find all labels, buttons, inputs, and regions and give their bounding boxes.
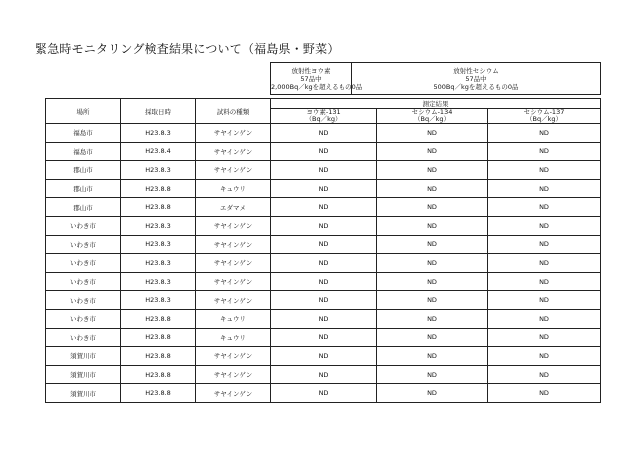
cell-place: 須賀川市 — [46, 384, 121, 403]
cell-i131: ND — [271, 179, 377, 198]
table-row — [46, 161, 601, 180]
cell-place: 須賀川市 — [46, 347, 121, 366]
summary-iodine-line1: 放射性ヨウ素 — [291, 66, 331, 75]
cell-cs134: ND — [377, 216, 488, 235]
cell-place: いわき市 — [46, 216, 121, 235]
cell-cs137: ND — [488, 272, 601, 291]
cell-cs137: ND — [488, 179, 601, 198]
cell-place: 郡山市 — [46, 161, 121, 180]
cell-i131: ND — [271, 254, 377, 273]
cell-item: キュウリ — [196, 179, 271, 198]
cell-i131: ND — [271, 328, 377, 347]
cell-i131: ND — [271, 347, 377, 366]
cell-date: H23.8.8 — [121, 179, 196, 198]
cell-cs134: ND — [377, 235, 488, 254]
cell-cs137: ND — [488, 384, 601, 403]
cell-date: H23.8.8 — [121, 309, 196, 328]
cell-date: H23.8.3 — [121, 216, 196, 235]
cell-date: H23.8.8 — [121, 365, 196, 384]
table-row — [46, 142, 601, 161]
cell-cs134: ND — [377, 179, 488, 198]
cell-cs137: ND — [488, 291, 601, 310]
cell-cs134: ND — [377, 384, 488, 403]
cell-i131: ND — [271, 161, 377, 180]
header-cs137-label: セシウム-137 — [523, 108, 565, 116]
table-row — [46, 328, 601, 347]
cell-date: H23.8.3 — [121, 161, 196, 180]
cell-place: いわき市 — [46, 309, 121, 328]
cell-place: いわき市 — [46, 272, 121, 291]
cell-cs137: ND — [488, 124, 601, 143]
cell-date: H23.8.3 — [121, 291, 196, 310]
cell-cs137: ND — [488, 309, 601, 328]
summary-cesium-line1: 放射性セシウム — [453, 66, 499, 75]
header-cs134-unit: （Bq／kg） — [414, 115, 450, 123]
cell-cs134: ND — [377, 198, 488, 217]
header-cs134-label: セシウム-134 — [411, 108, 453, 116]
header-i131 — [271, 109, 377, 124]
cell-date: H23.8.8 — [121, 347, 196, 366]
cell-place: 福島市 — [46, 142, 121, 161]
cell-i131: ND — [271, 291, 377, 310]
cell-item: サヤインゲン — [196, 142, 271, 161]
header-i131-unit: （Bq／kg） — [305, 115, 342, 123]
cell-i131: ND — [271, 198, 377, 217]
cell-item: キュウリ — [196, 309, 271, 328]
header-result: 測定結果 — [271, 99, 601, 109]
table-row — [46, 365, 601, 384]
cell-item: サヤインゲン — [196, 347, 271, 366]
cell-cs134: ND — [377, 272, 488, 291]
cell-cs137: ND — [488, 254, 601, 273]
cell-item: サヤインゲン — [196, 384, 271, 403]
cell-cs134: ND — [377, 142, 488, 161]
cell-place: 福島市 — [46, 124, 121, 143]
summary-iodine-line3: 2,000Bq／kgを超えるもの0品 — [271, 82, 363, 91]
cell-cs137: ND — [488, 328, 601, 347]
cell-cs134: ND — [377, 124, 488, 143]
cell-cs137: ND — [488, 198, 601, 217]
summary-cesium-cell — [352, 63, 601, 95]
header-place: 場所 — [46, 99, 121, 124]
cell-i131: ND — [271, 365, 377, 384]
cell-place: 須賀川市 — [46, 365, 121, 384]
header-cs137-unit: （Bq／kg） — [526, 115, 562, 123]
table-row — [46, 291, 601, 310]
table-row — [46, 309, 601, 328]
table-row — [46, 384, 601, 403]
cell-i131: ND — [271, 216, 377, 235]
summary-cesium-line3: 500Bq／kgを超えるもの0品 — [433, 82, 519, 91]
cell-date: H23.8.3 — [121, 254, 196, 273]
summary-iodine-line2: 57品中 — [300, 74, 322, 83]
summary-table — [270, 62, 601, 95]
cell-place: いわき市 — [46, 254, 121, 273]
table-row — [46, 272, 601, 291]
cell-item: サヤインゲン — [196, 124, 271, 143]
table-row — [46, 254, 601, 273]
cell-cs137: ND — [488, 365, 601, 384]
cell-place: 郡山市 — [46, 179, 121, 198]
cell-cs134: ND — [377, 161, 488, 180]
cell-cs134: ND — [377, 347, 488, 366]
cell-place: いわき市 — [46, 328, 121, 347]
cell-place: いわき市 — [46, 291, 121, 310]
header-i131-label: ヨウ素-131 — [306, 108, 341, 116]
cell-date: H23.8.4 — [121, 142, 196, 161]
cell-place: いわき市 — [46, 235, 121, 254]
page-title: 緊急時モニタリング検査結果について（福島県・野菜） — [35, 42, 340, 56]
header-date: 採取日時 — [121, 99, 196, 124]
cell-cs137: ND — [488, 347, 601, 366]
cell-date: H23.8.8 — [121, 384, 196, 403]
cell-item: エダマメ — [196, 198, 271, 217]
cell-date: H23.8.8 — [121, 328, 196, 347]
table-row — [46, 198, 601, 217]
table-row — [46, 216, 601, 235]
header-cs137 — [488, 109, 601, 124]
cell-date: H23.8.3 — [121, 235, 196, 254]
header-item: 試料の種類 — [196, 99, 271, 124]
cell-i131: ND — [271, 272, 377, 291]
cell-cs137: ND — [488, 216, 601, 235]
cell-cs137: ND — [488, 235, 601, 254]
cell-cs134: ND — [377, 254, 488, 273]
cell-date: H23.8.8 — [121, 198, 196, 217]
cell-date: H23.8.3 — [121, 272, 196, 291]
cell-cs134: ND — [377, 309, 488, 328]
cell-cs134: ND — [377, 365, 488, 384]
table-row — [46, 347, 601, 366]
summary-iodine-cell — [271, 63, 363, 95]
cell-item: サヤインゲン — [196, 272, 271, 291]
results-table — [45, 98, 601, 403]
table-row — [46, 124, 601, 143]
table-row — [46, 179, 601, 198]
cell-item: サヤインゲン — [196, 254, 271, 273]
cell-cs134: ND — [377, 291, 488, 310]
cell-item: サヤインゲン — [196, 235, 271, 254]
cell-i131: ND — [271, 235, 377, 254]
cell-i131: ND — [271, 309, 377, 328]
cell-place: 郡山市 — [46, 198, 121, 217]
header-cs134 — [377, 109, 488, 124]
cell-cs134: ND — [377, 328, 488, 347]
table-row — [46, 235, 601, 254]
cell-item: サヤインゲン — [196, 365, 271, 384]
cell-i131: ND — [271, 142, 377, 161]
cell-item: サヤインゲン — [196, 216, 271, 235]
cell-cs137: ND — [488, 142, 601, 161]
cell-item: サヤインゲン — [196, 291, 271, 310]
cell-cs137: ND — [488, 161, 601, 180]
cell-i131: ND — [271, 384, 377, 403]
cell-date: H23.8.3 — [121, 124, 196, 143]
cell-item: サヤインゲン — [196, 161, 271, 180]
summary-cesium-line2: 57品中 — [465, 74, 487, 83]
cell-item: キュウリ — [196, 328, 271, 347]
cell-i131: ND — [271, 124, 377, 143]
